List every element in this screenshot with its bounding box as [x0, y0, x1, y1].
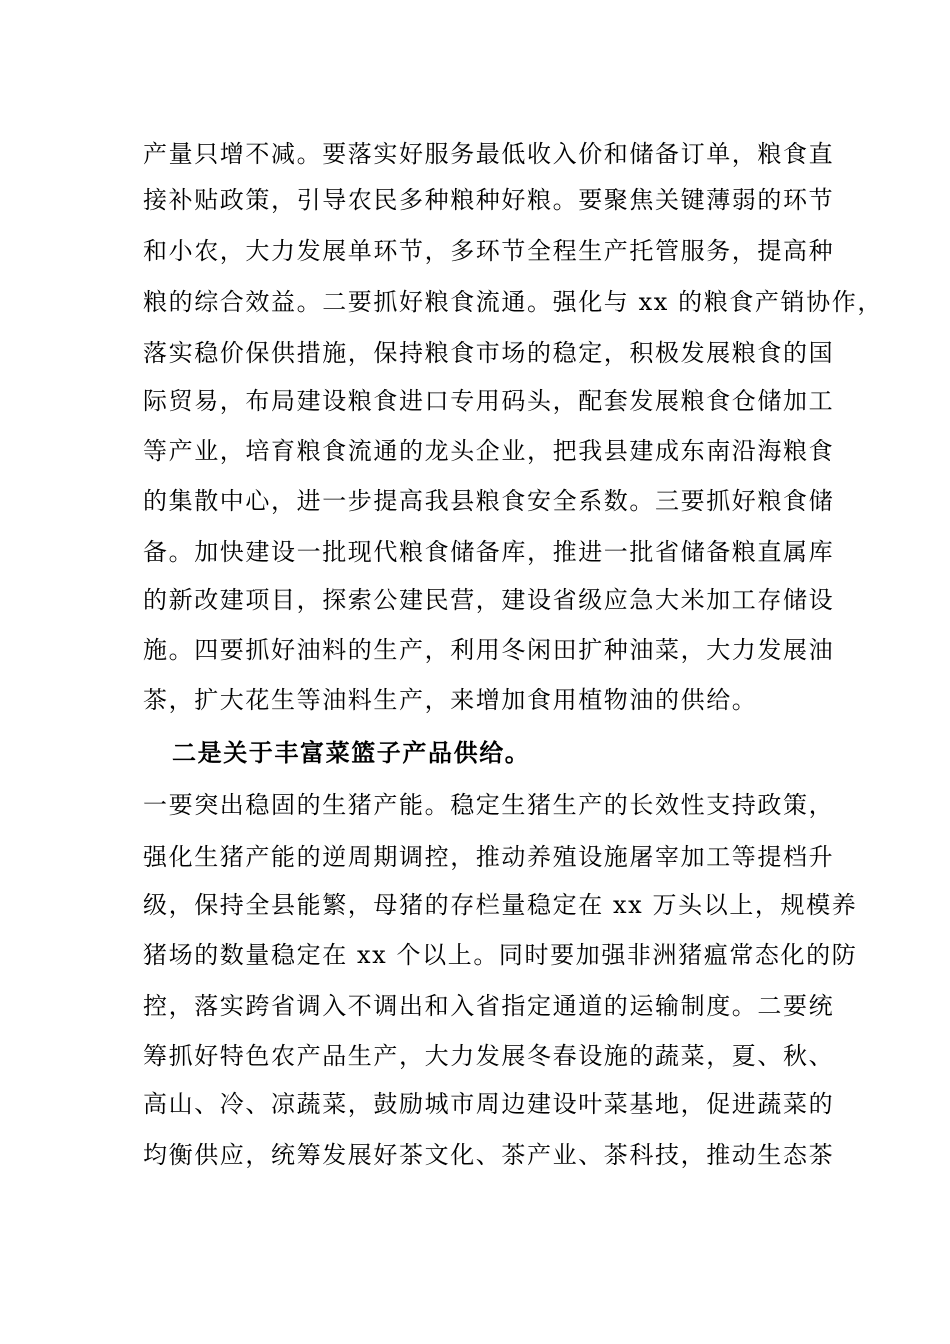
- paragraph-line: 粮的综合效益。二要抓好粮食流通。强化与 xx 的粮食产销协作，: [143, 288, 883, 316]
- paragraph-line: 施。四要抓好油料的生产，利用冬闲田扩种油菜，大力发展油: [143, 636, 835, 664]
- paragraph-line: 高山、冷、凉蔬菜，鼓励城市周边建设叶菜基地，促进蔬菜的: [143, 1090, 835, 1118]
- paragraph-line: 猪场的数量稳定在 xx 个以上。同时要加强非洲猪瘟常态化的防: [143, 941, 858, 969]
- paragraph-line: 落实稳价保供措施，保持粮食市场的稳定，积极发展粮食的国: [143, 339, 835, 367]
- paragraph-line: 茶，扩大花生等油料生产，来增加食用植物油的供给。: [143, 686, 758, 714]
- paragraph-line: 备。加快建设一批现代粮食储备库，推进一批省储备粮直属库: [143, 538, 835, 566]
- paragraph-line: 产量只增不减。要落实好服务最低收入价和储备订单，粮食直: [143, 140, 835, 168]
- paragraph-line: 控，落实跨省调入不调出和入省指定通道的运输制度。二要统: [143, 992, 835, 1020]
- paragraph-line: 际贸易，布局建设粮食进口专用码头，配套发展粮食仓储加工: [143, 387, 835, 415]
- paragraph-line: 的新改建项目，探索公建民营，建设省级应急大米加工存储设: [143, 586, 835, 614]
- section-heading: 二是关于丰富菜篮子产品供给。: [172, 738, 531, 767]
- paragraph-line: 等产业，培育粮食流通的龙头企业，把我县建成东南沿海粮食: [143, 437, 835, 465]
- paragraph-line: 级，保持全县能繁，母猪的存栏量稳定在 xx 万头以上，规模养: [143, 891, 858, 919]
- paragraph-line: 接补贴政策，引导农民多种粮种好粮。要聚焦关键薄弱的环节: [143, 186, 835, 214]
- paragraph-line: 筹抓好特色农产品生产，大力发展冬春设施的蔬菜，夏、秋、: [143, 1042, 835, 1070]
- paragraph-line: 一要突出稳固的生猪产能。稳定生猪生产的长效性支持政策，: [143, 791, 835, 819]
- paragraph-line: 均衡供应，统筹发展好茶文化、茶产业、茶科技，推动生态茶: [143, 1141, 835, 1169]
- paragraph-line: 和小农，大力发展单环节，多环节全程生产托管服务，提高种: [143, 237, 835, 265]
- paragraph-line: 强化生猪产能的逆周期调控，推动养殖设施屠宰加工等提档升: [143, 843, 835, 871]
- paragraph-line: 的集散中心，进一步提高我县粮食安全系数。三要抓好粮食储: [143, 487, 835, 515]
